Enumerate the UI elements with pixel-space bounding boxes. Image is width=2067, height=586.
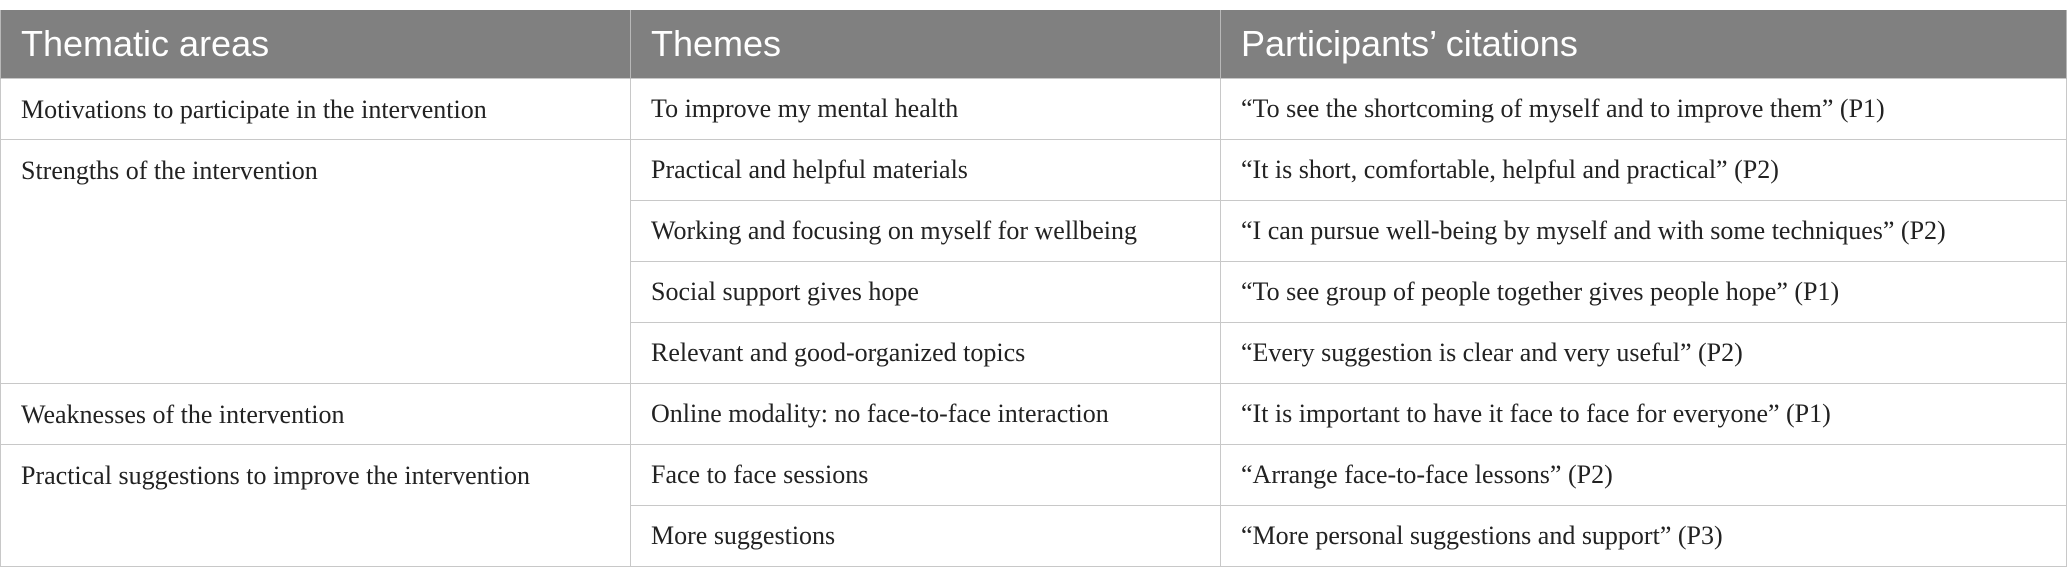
theme-cell: Online modality: no face-to-face interaction bbox=[631, 383, 1221, 444]
citation-cell: “To see the shortcoming of myself and to improve them” (P1) bbox=[1221, 78, 2067, 139]
thematic-area-cell: Practical suggestions to improve the intervention bbox=[1, 444, 631, 566]
citation-cell: “It is important to have it face to face for everyone” (P1) bbox=[1221, 383, 2067, 444]
citation-cell: “It is short, comfortable, helpful and practical” (P2) bbox=[1221, 139, 2067, 200]
table-header bbox=[1, 10, 2067, 78]
theme-cell: Relevant and good-organized topics bbox=[631, 322, 1221, 383]
table-row bbox=[1, 383, 2067, 444]
header-citations: Participants’ citations bbox=[1221, 10, 2067, 78]
thematic-area-cell: Strengths of the intervention bbox=[1, 139, 631, 383]
theme-cell: Working and focusing on myself for wellbeing bbox=[631, 200, 1221, 261]
theme-cell: Practical and helpful materials bbox=[631, 139, 1221, 200]
thematic-area-cell: Motivations to participate in the intervention bbox=[1, 78, 631, 139]
citation-cell: “More personal suggestions and support” (P3) bbox=[1221, 505, 2067, 566]
header-row bbox=[1, 10, 2067, 78]
citation-cell: “Every suggestion is clear and very useful” (P2) bbox=[1221, 322, 2067, 383]
theme-cell: Social support gives hope bbox=[631, 261, 1221, 322]
citation-cell: “I can pursue well-being by myself and with some techniques” (P2) bbox=[1221, 200, 2067, 261]
table-row bbox=[1, 444, 2067, 505]
thematic-table-container bbox=[0, 10, 2066, 567]
thematic-area-cell: Weaknesses of the intervention bbox=[1, 383, 631, 444]
table-row bbox=[1, 78, 2067, 139]
theme-cell: More suggestions bbox=[631, 505, 1221, 566]
citation-cell: “Arrange face-to-face lessons” (P2) bbox=[1221, 444, 2067, 505]
thematic-analysis-table bbox=[0, 10, 2067, 567]
table-row bbox=[1, 139, 2067, 200]
header-thematic-areas: Thematic areas bbox=[1, 10, 631, 78]
citation-cell: “To see group of people together gives people hope” (P1) bbox=[1221, 261, 2067, 322]
header-themes: Themes bbox=[631, 10, 1221, 78]
theme-cell: To improve my mental health bbox=[631, 78, 1221, 139]
table-body bbox=[1, 78, 2067, 566]
theme-cell: Face to face sessions bbox=[631, 444, 1221, 505]
